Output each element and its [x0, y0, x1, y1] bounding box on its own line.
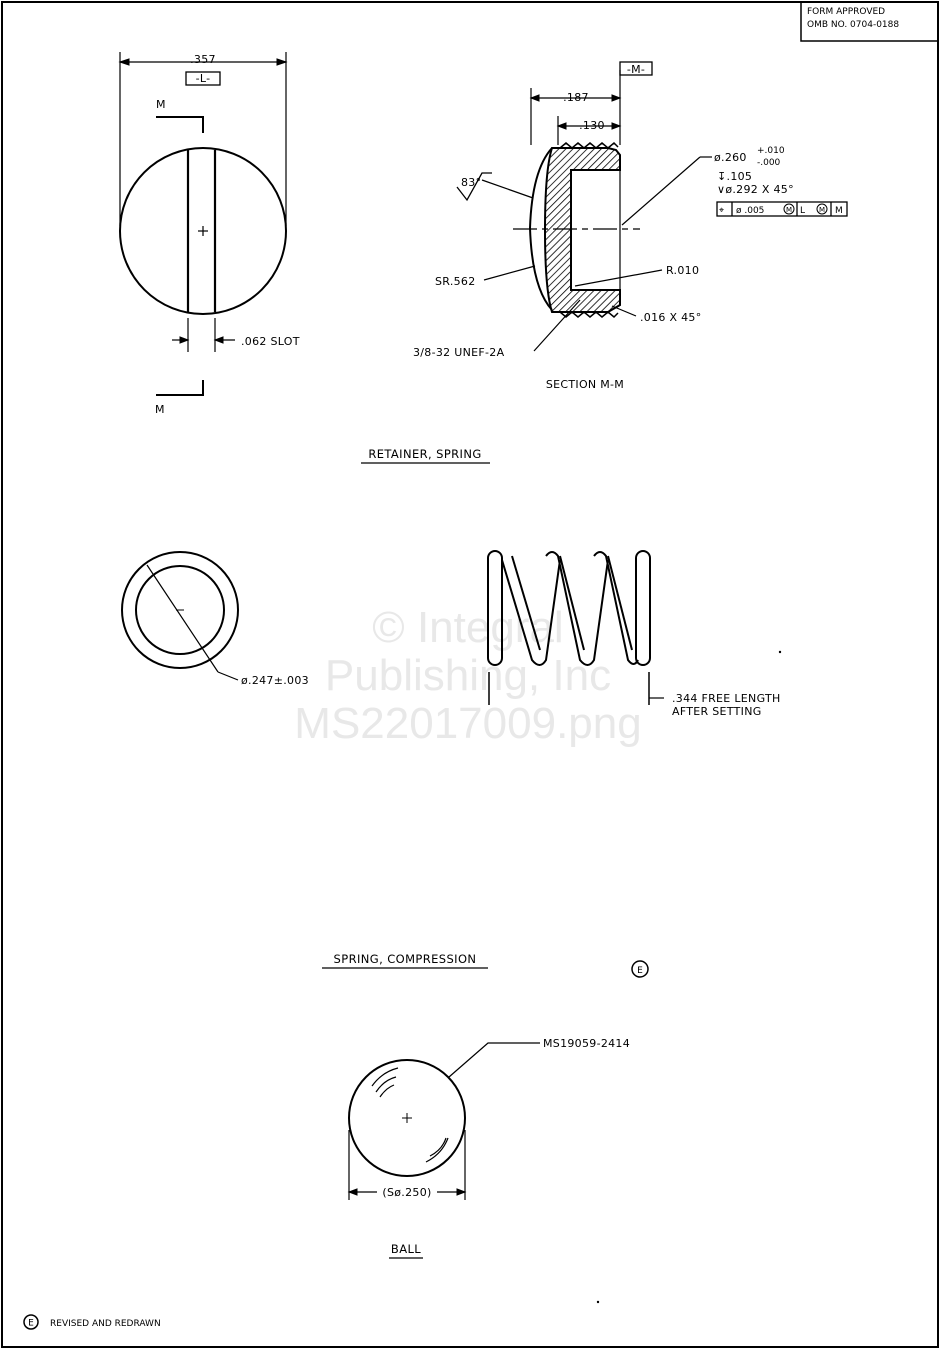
- svg-text:E: E: [28, 1318, 34, 1329]
- dim-357: .357: [190, 53, 216, 66]
- revision-mark-spring: [632, 961, 648, 977]
- datum-l: -L-: [195, 72, 211, 85]
- surface-angle: 83°: [461, 176, 482, 189]
- section-mark-top: M: [156, 98, 166, 111]
- section-mark-bottom: M: [155, 403, 165, 416]
- datum-m: -M-: [626, 63, 646, 76]
- free-length-2: AFTER SETTING: [672, 705, 762, 718]
- form-approved-box: [801, 2, 938, 41]
- section-label: SECTION M-M: [545, 378, 625, 391]
- ball-view: [349, 1043, 540, 1200]
- dim-130: .130: [579, 119, 605, 132]
- hole-diameter: ø.260: [714, 151, 747, 164]
- ball-diameter: (Sø.250): [382, 1186, 432, 1199]
- spring-end-view: [122, 552, 238, 680]
- svg-text:OMB NO. 0704-0188: OMB NO. 0704-0188: [807, 20, 900, 30]
- hole-tol-plus: +.010: [757, 146, 785, 156]
- svg-text:E: E: [637, 966, 643, 976]
- svg-text:© Integral: © Integral: [372, 603, 564, 652]
- spring-title: SPRING, COMPRESSION: [333, 952, 477, 966]
- chamfer-note: .016 X 45°: [640, 311, 702, 324]
- free-length-1: .344 FREE LENGTH: [672, 692, 781, 705]
- fcf-datum-m: M: [835, 206, 843, 216]
- svg-text:MS22017009.png: MS22017009.png: [294, 699, 642, 748]
- revision-note: [24, 1315, 161, 1329]
- stray-dot: [597, 1301, 599, 1303]
- fillet-radius: R.010: [666, 264, 700, 277]
- slot-note: .062 SLOT: [241, 335, 300, 348]
- sphere-radius: SR.562: [435, 275, 476, 288]
- svg-text:FORM APPROVED: FORM APPROVED: [807, 7, 886, 17]
- dim-187: .187: [563, 91, 589, 104]
- svg-text:REVISED AND REDRAWN: REVISED AND REDRAWN: [50, 1319, 161, 1329]
- hole-tol-minus: -.000: [757, 158, 781, 168]
- fcf-modifier-1: M: [786, 206, 793, 214]
- watermark: [294, 603, 641, 748]
- fcf-tolerance: ø .005: [736, 206, 765, 216]
- ball-title: BALL: [390, 1242, 422, 1256]
- spring-wire-dia: ø.247±.003: [241, 674, 309, 687]
- svg-text:Publishing, Inc: Publishing, Inc: [324, 651, 612, 700]
- fcf-position-symbol: ⌖: [719, 206, 725, 216]
- fcf-datum-l: L: [800, 206, 806, 216]
- thread-spec: 3/8-32 UNEF-2A: [413, 346, 505, 359]
- ball-part-number: MS19059-2414: [543, 1037, 631, 1050]
- fcf-modifier-2: M: [819, 206, 826, 214]
- countersink-note: ∨ø.292 X 45°: [717, 183, 794, 196]
- stray-dot: [779, 651, 781, 653]
- retainer-title: RETAINER, SPRING: [368, 447, 482, 461]
- depth-note: ↧.105: [717, 170, 753, 183]
